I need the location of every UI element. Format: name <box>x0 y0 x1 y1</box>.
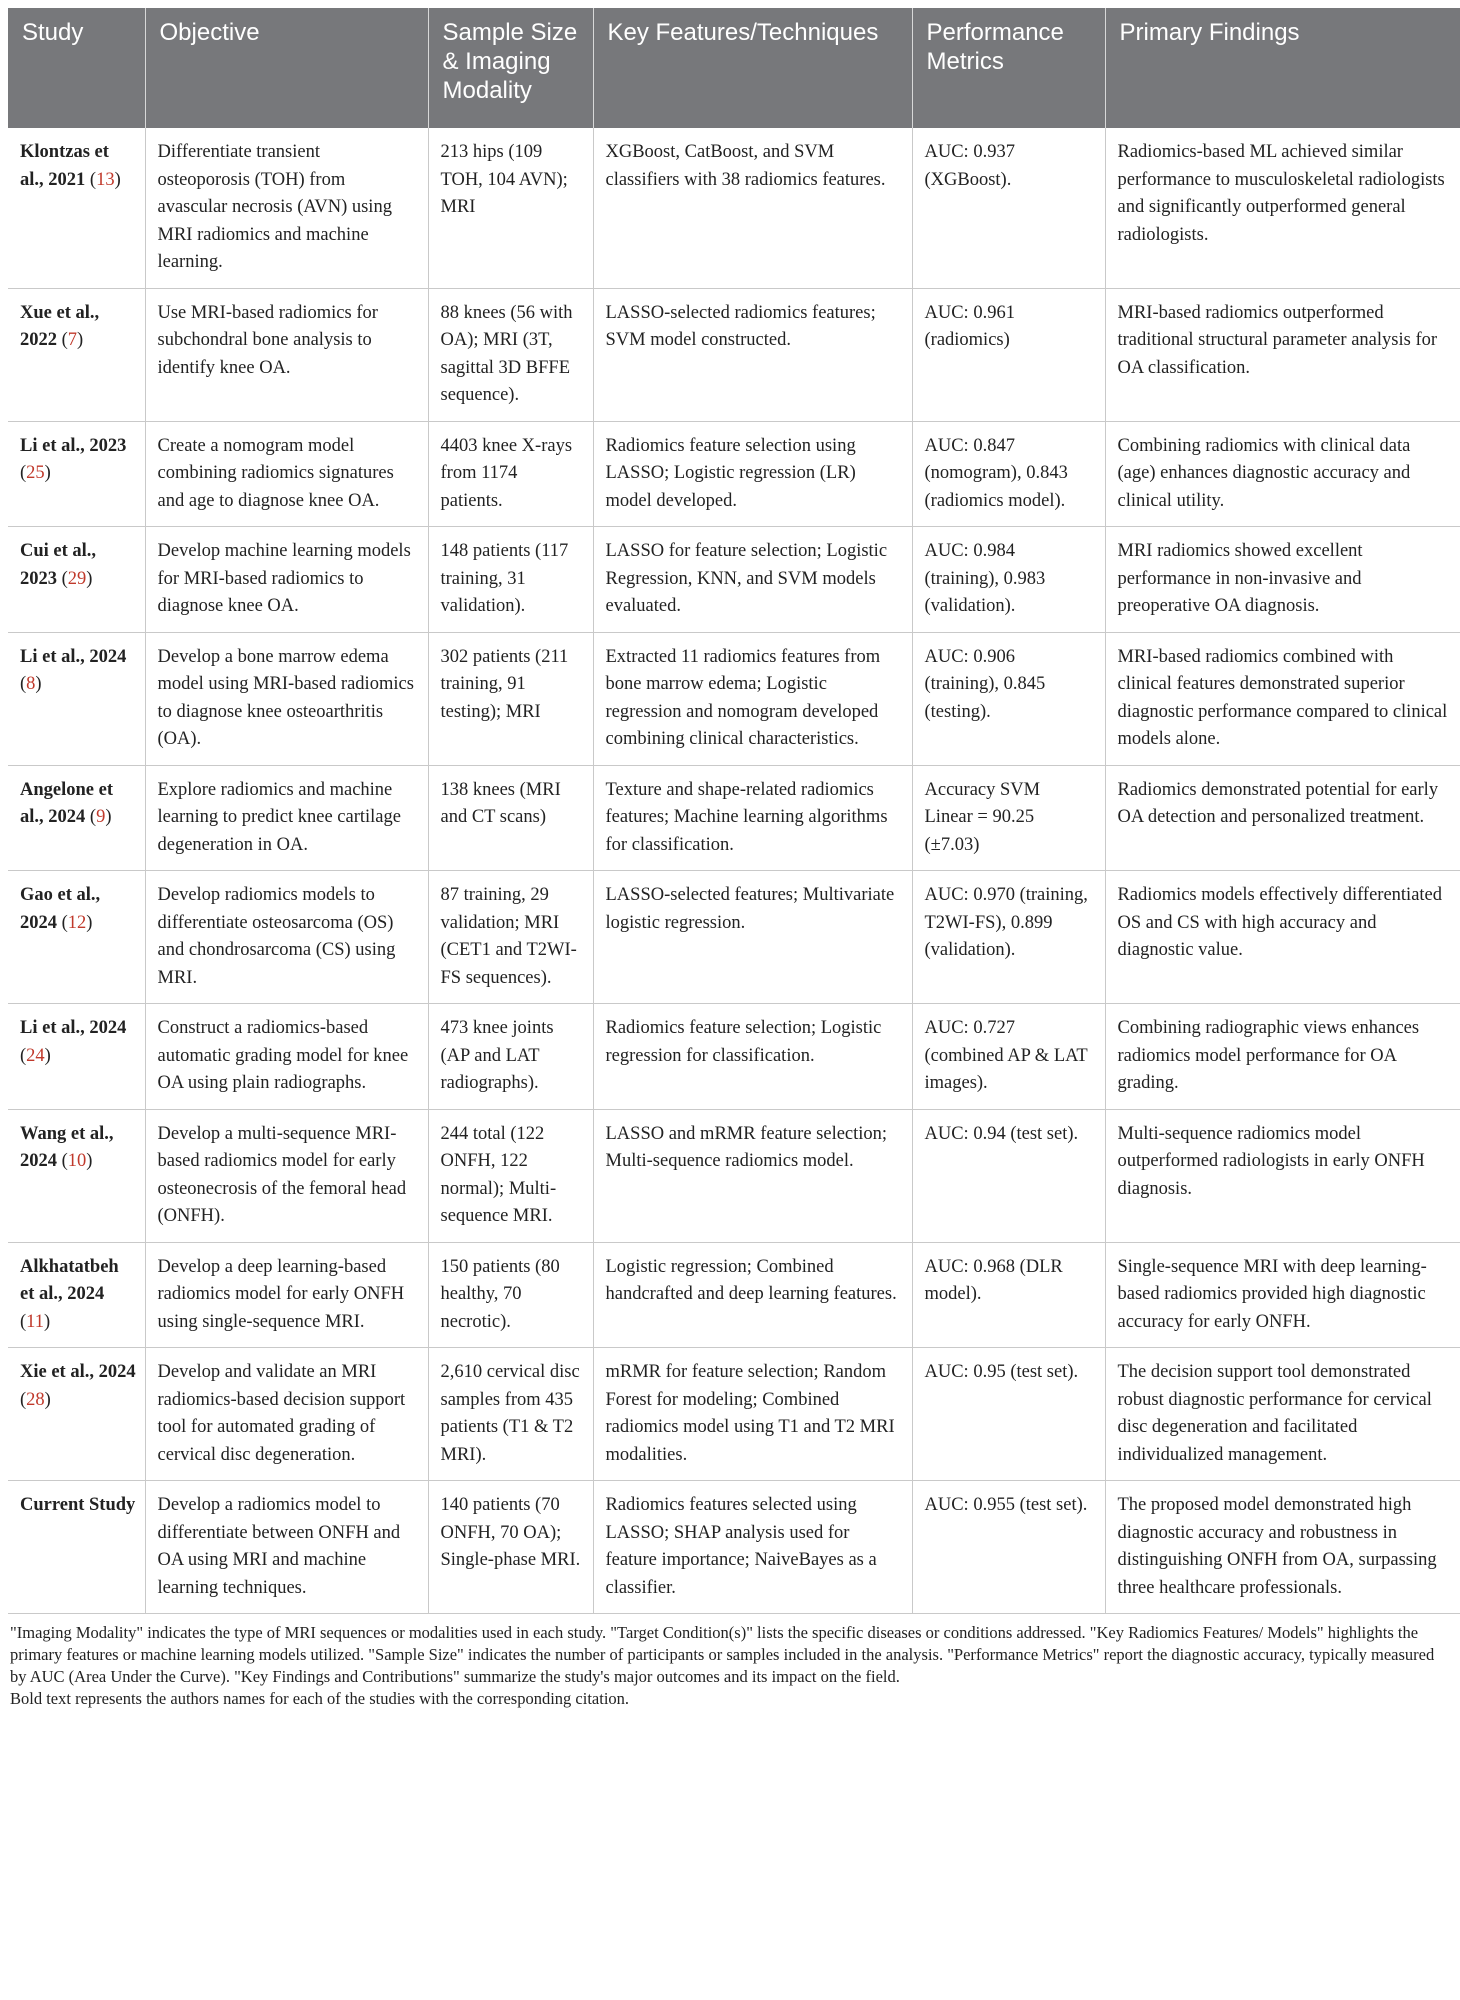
cell-key-features: LASSO for feature selection; Logistic Regression, KNN, and SVM models evaluated. <box>593 527 912 633</box>
cell-sample-size: 2,610 cervical disc samples from 435 patients (T1 & T2 MRI). <box>428 1348 593 1481</box>
cell-key-features: LASSO and mRMR feature selection; Multi-sequence radiomics model. <box>593 1109 912 1242</box>
cell-primary-findings: Combining radiomics with clinical data (age) enhances diagnostic accuracy and clinical utility. <box>1105 421 1460 527</box>
citation-link[interactable]: 28 <box>26 1389 45 1410</box>
cell-objective: Construct a radiomics-based automatic grading model for knee OA using plain radiographs. <box>145 1004 428 1110</box>
cell-study: Angelone et al., 2024 (9) <box>8 765 145 871</box>
study-authors: Angelone et al., 2024 <box>20 779 113 827</box>
citation-link[interactable]: 10 <box>67 1151 87 1171</box>
footnote-bold-note: Bold text represents the authors names for each of the studies with the corresponding citation. <box>10 1689 630 1708</box>
cell-sample-size: 148 patients (117 training, 31 validation). <box>428 527 593 633</box>
header-study: Study <box>8 8 145 128</box>
cell-primary-findings: Combining radiographic views enhances radiomics model performance for OA grading. <box>1105 1004 1460 1110</box>
cell-performance-metrics: AUC: 0.970 (training, T2WI-FS), 0.899 (validation). <box>912 871 1105 1004</box>
cell-study: Cui et al., 2023 (29) <box>8 527 145 633</box>
cell-performance-metrics: AUC: 0.847 (nomogram), 0.843 (radiomics model). <box>912 421 1105 527</box>
cell-key-features: Extracted 11 radiomics features from bone marrow edema; Logistic regression and nomogram developed combining clinical characteristics. <box>593 632 912 765</box>
study-authors: Klontzas et al., 2021 <box>20 142 109 190</box>
cell-key-features: Logistic regression; Combined handcrafted and deep learning features. <box>593 1242 912 1348</box>
citation-link[interactable]: 11 <box>26 1311 44 1332</box>
cell-objective: Develop a radiomics model to differentiate between ONFH and OA using MRI and machine learning techniques. <box>145 1481 428 1614</box>
table-row <box>8 288 1460 421</box>
study-authors: Gao et al., 2024 <box>20 885 101 933</box>
cell-objective: Develop radiomics models to differentiate osteosarcoma (OS) and chondrosarcoma (CS) using MRI. <box>145 871 428 1004</box>
cell-key-features: LASSO-selected features; Multivariate logistic regression. <box>593 871 912 1004</box>
cell-objective: Explore radiomics and machine learning to predict knee cartilage degeneration in OA. <box>145 765 428 871</box>
cell-study: Gao et al., 2024 (12) <box>8 871 145 1004</box>
cell-study: Li et al., 2024 (8) <box>8 632 145 765</box>
cell-performance-metrics: AUC: 0.906 (training), 0.845 (testing). <box>912 632 1105 765</box>
footnote-text: "Imaging Modality" indicates the type of MRI sequences or modalities used in each study. "Target Condition(s)" lists the specific diseases or conditions addressed. "Key Radiomics Features/ Models" highlights the primary features or machine learning models utilized. "Sample Size" indicates the number of participants or samples included in the analysis. "Performance Metrics" report the diagnostic accuracy, typically measured by AUC (Area Under the Curve). "Key Findings and Contributions" summarize the study's major outcomes and its impact on the field. <box>10 1623 1435 1686</box>
cell-primary-findings: The decision support tool demonstrated robust diagnostic performance for cervical disc degeneration and facilitated individualized management. <box>1105 1348 1460 1481</box>
cell-primary-findings: Radiomics models effectively differentiated OS and CS with high accuracy and diagnostic value. <box>1105 871 1460 1004</box>
cell-study: Li et al., 2023 (25) <box>8 421 145 527</box>
table-row <box>8 632 1460 765</box>
study-authors: Li et al., 2024 <box>20 646 127 667</box>
cell-objective: Develop a deep learning-based radiomics model for early ONFH using single-sequence MRI. <box>145 1242 428 1348</box>
study-authors: Current Study <box>20 1495 136 1515</box>
cell-performance-metrics: AUC: 0.95 (test set). <box>912 1348 1105 1481</box>
cell-key-features: Texture and shape-related radiomics features; Machine learning algorithms for classification. <box>593 765 912 871</box>
cell-primary-findings: Single-sequence MRI with deep learning-based radiomics provided high diagnostic accuracy for early ONFH. <box>1105 1242 1460 1348</box>
header-objective: Objective <box>145 8 428 128</box>
citation-link[interactable]: 9 <box>96 807 106 827</box>
cell-key-features: Radiomics feature selection using LASSO; Logistic regression (LR) model developed. <box>593 421 912 527</box>
cell-sample-size: 150 patients (80 healthy, 70 necrotic). <box>428 1242 593 1348</box>
citation-link[interactable]: 25 <box>26 463 45 483</box>
table-row <box>8 765 1460 871</box>
header-performance-metrics: Performance Metrics <box>912 8 1105 128</box>
cell-key-features: mRMR for feature selection; Random Forest for modeling; Combined radiomics model using T1 and T2 MRI modalities. <box>593 1348 912 1481</box>
cell-performance-metrics: Accuracy SVM Linear = 90.25 (±7.03) <box>912 765 1105 871</box>
cell-performance-metrics: AUC: 0.961 (radiomics) <box>912 288 1105 421</box>
study-authors: Wang et al., 2024 <box>20 1123 114 1171</box>
study-authors: Xie et al., 2024 <box>20 1362 136 1382</box>
cell-objective: Develop machine learning models for MRI-based radiomics to diagnose knee OA. <box>145 527 428 633</box>
header-sample-size: Sample Size & Imaging Modality <box>428 8 593 128</box>
citation-link[interactable]: 13 <box>96 169 115 190</box>
cell-primary-findings: Radiomics-based ML achieved similar performance to musculoskeletal radiologists and significantly outperformed general radiologists. <box>1105 128 1460 288</box>
citation-link[interactable]: 8 <box>26 674 36 694</box>
cell-sample-size: 473 knee joints (AP and LAT radiographs). <box>428 1004 593 1110</box>
comparison-table-container <box>8 8 1460 1710</box>
table-header-row <box>8 8 1460 128</box>
cell-performance-metrics: AUC: 0.968 (DLR model). <box>912 1242 1105 1348</box>
cell-objective: Use MRI-based radiomics for subchondral bone analysis to identify knee OA. <box>145 288 428 421</box>
cell-sample-size: 140 patients (70 ONFH, 70 OA); Single-phase MRI. <box>428 1481 593 1614</box>
table-row <box>8 871 1460 1004</box>
cell-performance-metrics: AUC: 0.984 (training), 0.983 (validation). <box>912 527 1105 633</box>
study-authors: Li et al., 2023 <box>20 435 127 456</box>
cell-performance-metrics: AUC: 0.937 (XGBoost). <box>912 128 1105 288</box>
cell-primary-findings: Radiomics demonstrated potential for early OA detection and personalized treatment. <box>1105 765 1460 871</box>
citation-link[interactable]: 29 <box>67 568 87 589</box>
cell-key-features: LASSO-selected radiomics features; SVM model constructed. <box>593 288 912 421</box>
cell-objective: Develop and validate an MRI radiomics-based decision support tool for automated grading of cervical disc degeneration. <box>145 1348 428 1481</box>
cell-sample-size: 88 knees (56 with OA); MRI (3T, sagittal 3D BFFE sequence). <box>428 288 593 421</box>
study-authors: Li et al., 2024 <box>20 1018 127 1038</box>
cell-objective: Differentiate transient osteoporosis (TOH) from avascular necrosis (AVN) using MRI radiomics and machine learning. <box>145 128 428 288</box>
cell-study: Wang et al., 2024 (10) <box>8 1109 145 1242</box>
table-row <box>8 421 1460 527</box>
cell-key-features: Radiomics features selected using LASSO; SHAP analysis used for feature importance; NaiveBayes as a classifier. <box>593 1481 912 1614</box>
cell-sample-size: 213 hips (109 TOH, 104 AVN); MRI <box>428 128 593 288</box>
cell-primary-findings: MRI-based radiomics outperformed traditional structural parameter analysis for OA classification. <box>1105 288 1460 421</box>
cell-primary-findings: MRI radiomics showed excellent performance in non-invasive and preoperative OA diagnosis. <box>1105 527 1460 633</box>
cell-key-features: Radiomics feature selection; Logistic regression for classification. <box>593 1004 912 1110</box>
cell-key-features: XGBoost, CatBoost, and SVM classifiers with 38 radiomics features. <box>593 128 912 288</box>
table-row <box>8 1242 1460 1348</box>
cell-performance-metrics: AUC: 0.727 (combined AP & LAT images). <box>912 1004 1105 1110</box>
cell-sample-size: 244 total (122 ONFH, 122 normal); Multi-sequence MRI. <box>428 1109 593 1242</box>
table-footnote <box>8 1622 1460 1710</box>
cell-objective: Create a nomogram model combining radiomics signatures and age to diagnose knee OA. <box>145 421 428 527</box>
study-authors: Alkhatatbeh et al., 2024 <box>20 1256 119 1304</box>
cell-study: Klontzas et al., 2021 (13) <box>8 128 145 288</box>
cell-objective: Develop a multi-sequence MRI-based radiomics model for early osteonecrosis of the femoral head (ONFH). <box>145 1109 428 1242</box>
study-authors: Cui et al., 2023 <box>20 541 97 589</box>
cell-sample-size: 87 training, 29 validation; MRI (CET1 and T2WI-FS sequences). <box>428 871 593 1004</box>
table-row <box>8 1481 1460 1614</box>
table-row <box>8 1004 1460 1110</box>
citation-link[interactable]: 7 <box>67 330 78 350</box>
table-row <box>8 1348 1460 1481</box>
table-body <box>8 128 1460 1614</box>
cell-sample-size: 138 knees (MRI and CT scans) <box>428 765 593 871</box>
cell-performance-metrics: AUC: 0.955 (test set). <box>912 1481 1105 1614</box>
citation-link[interactable]: 12 <box>67 912 87 933</box>
cell-sample-size: 4403 knee X-rays from 1174 patients. <box>428 421 593 527</box>
citation-link[interactable]: 24 <box>26 1045 45 1066</box>
cell-primary-findings: Multi-sequence radiomics model outperformed radiologists in early ONFH diagnosis. <box>1105 1109 1460 1242</box>
table-row <box>8 128 1460 288</box>
cell-study: Xie et al., 2024 (28) <box>8 1348 145 1481</box>
cell-study: Li et al., 2024 (24) <box>8 1004 145 1110</box>
cell-study: Xue et al., 2022 (7) <box>8 288 145 421</box>
table-row <box>8 527 1460 633</box>
cell-sample-size: 302 patients (211 training, 91 testing); MRI <box>428 632 593 765</box>
study-authors: Xue et al., 2022 <box>20 302 100 350</box>
header-key-features: Key Features/Techniques <box>593 8 912 128</box>
cell-performance-metrics: AUC: 0.94 (test set). <box>912 1109 1105 1242</box>
cell-study: Alkhatatbeh et al., 2024 (11) <box>8 1242 145 1348</box>
header-primary-findings: Primary Findings <box>1105 8 1460 128</box>
cell-primary-findings: MRI-based radiomics combined with clinical features demonstrated superior diagnostic performance compared to clinical models alone. <box>1105 632 1460 765</box>
studies-comparison-table <box>8 8 1460 1614</box>
cell-objective: Develop a bone marrow edema model using MRI-based radiomics to diagnose knee osteoarthritis (OA). <box>145 632 428 765</box>
cell-primary-findings: The proposed model demonstrated high diagnostic accuracy and robustness in distinguishing ONFH from OA, surpassing three healthcare professionals. <box>1105 1481 1460 1614</box>
table-row <box>8 1109 1460 1242</box>
cell-study <box>8 1481 145 1614</box>
